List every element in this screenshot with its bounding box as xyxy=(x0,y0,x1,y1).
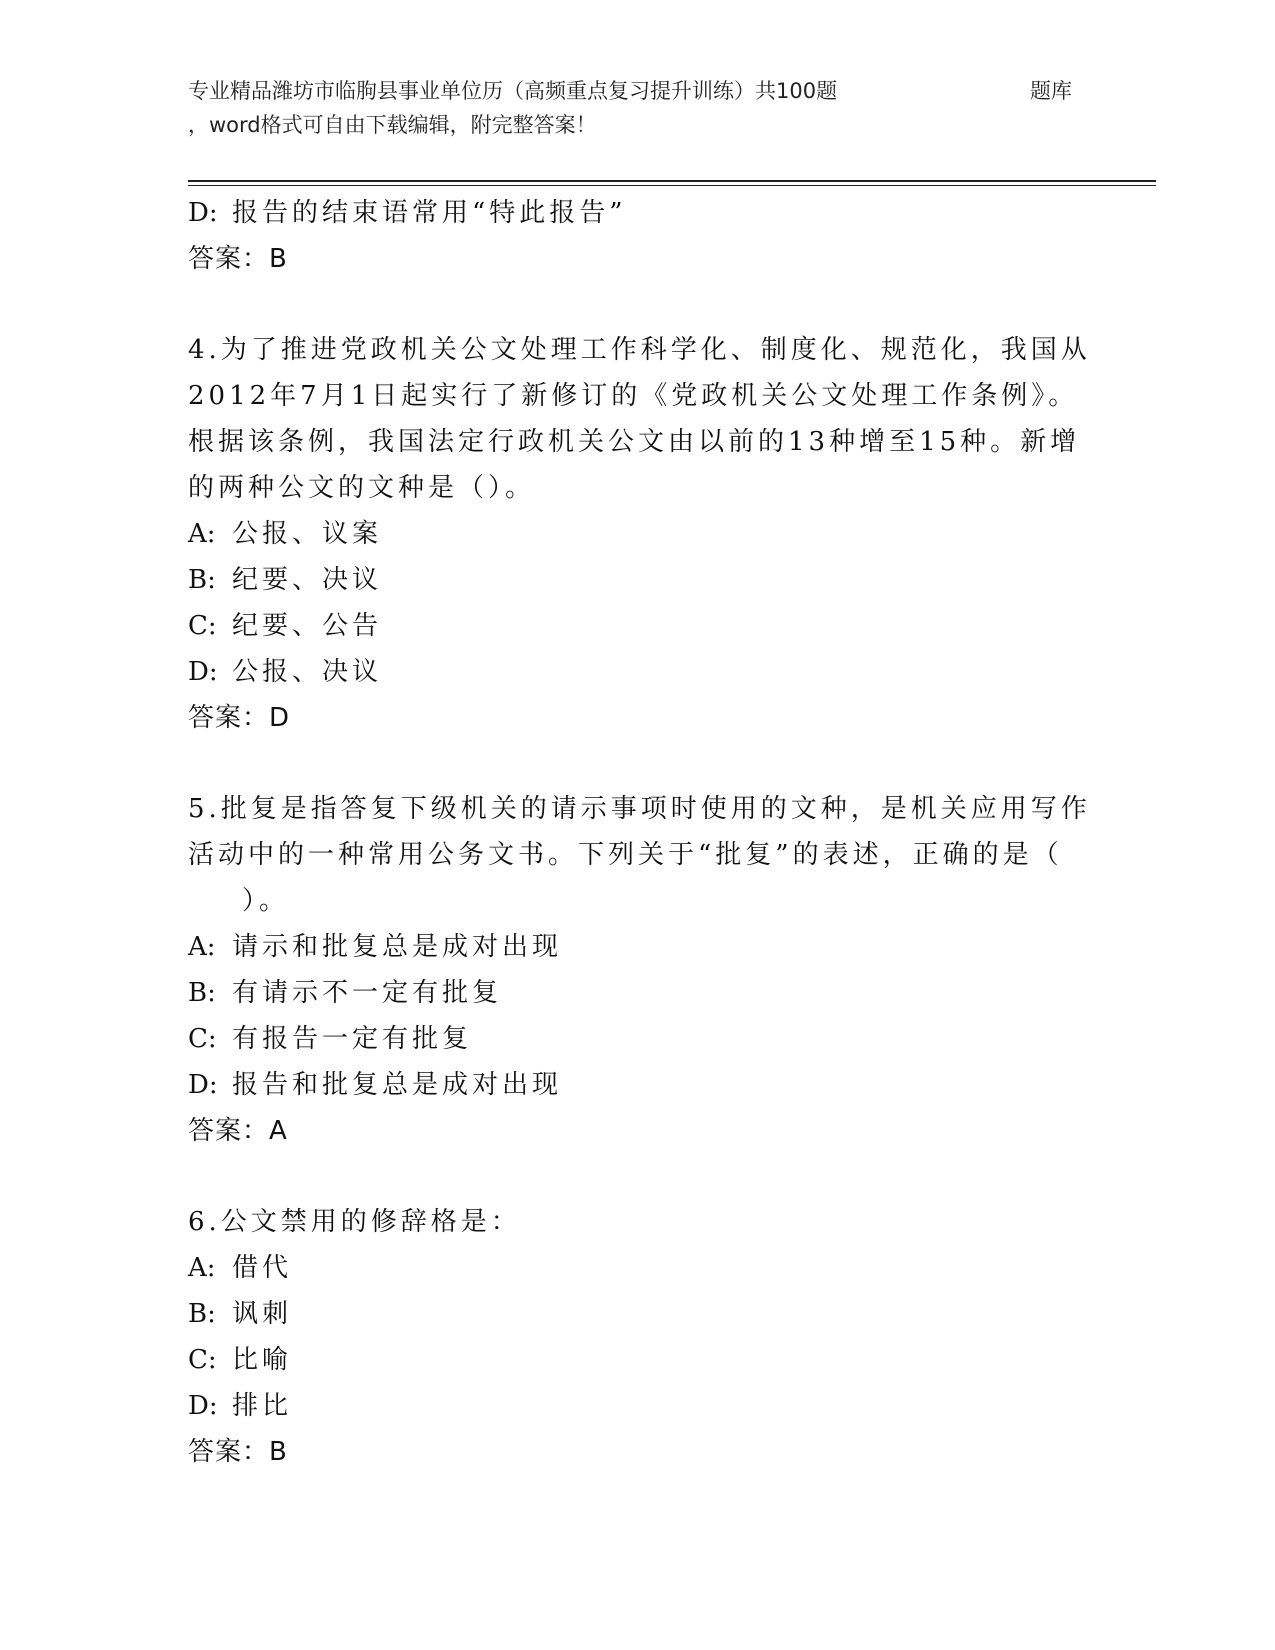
option-label: D: xyxy=(188,198,218,228)
option-a xyxy=(188,511,1088,557)
option-label: A: xyxy=(188,932,216,962)
option-text: 公报、决议 xyxy=(232,657,383,687)
question-text-line: 2012年7月1日起实行了新修订的《党政机关公文处理工作条例》。 xyxy=(188,381,1079,411)
option-text: 借代 xyxy=(232,1253,293,1283)
option-label: B: xyxy=(188,1299,216,1329)
header-title: 专业精品潍坊市临朐县事业单位历（高频重点复习提升训练）共100题 xyxy=(188,79,838,103)
header-right-label: 题库 xyxy=(1030,79,1072,103)
header-subtitle: ，word格式可自由下载编辑，附完整答案！ xyxy=(188,113,597,137)
page-header xyxy=(188,74,1088,142)
question-text-line: ）。 xyxy=(242,886,290,916)
header-rule-thin xyxy=(188,185,1156,186)
header-rule xyxy=(188,180,1156,182)
option-label: A: xyxy=(188,519,216,549)
option-text: 有请示不一定有批复 xyxy=(232,978,503,1008)
answer: 答案：D xyxy=(188,703,291,733)
option-a xyxy=(188,1245,1088,1291)
option-a xyxy=(188,924,1088,970)
option-label: D: xyxy=(188,1070,218,1100)
option-label: C: xyxy=(188,611,217,641)
question-text-line: 5.批复是指答复下级机关的请示事项时使用的文种，是机关应用写作 xyxy=(188,794,1091,824)
question-5 xyxy=(188,786,1091,1154)
option-c xyxy=(188,1016,1088,1062)
option-label: A: xyxy=(188,1253,216,1283)
option-text: 排比 xyxy=(232,1391,293,1421)
option-label: C: xyxy=(188,1024,217,1054)
option-text: 纪要、决议 xyxy=(232,565,383,595)
option-d xyxy=(188,1062,1088,1108)
question-text-line: 根据该条例，我国法定行政机关公文由以前的13种增至15种。新增 xyxy=(188,427,1081,457)
document-body xyxy=(188,190,1091,1475)
question-4 xyxy=(188,327,1091,741)
option-b xyxy=(188,557,1088,603)
question-text-line: 活动中的一种常用公务文书。下列关于“批复”的表述，正确的是（ xyxy=(188,840,1063,870)
option-text: 报告和批复总是成对出现 xyxy=(232,1070,563,1100)
answer: 答案：B xyxy=(188,244,288,274)
option-label: B: xyxy=(188,978,216,1008)
option-text: 公报、议案 xyxy=(232,519,383,549)
option-b xyxy=(188,1291,1088,1337)
option-text: 讽刺 xyxy=(232,1299,293,1329)
answer: 答案：B xyxy=(188,1437,288,1467)
option-c xyxy=(188,603,1088,649)
option-label: C: xyxy=(188,1345,217,1375)
question-text-line: 的两种公文的文种是（）。 xyxy=(188,473,536,503)
question-text-line: 6.公文禁用的修辞格是： xyxy=(188,1207,521,1237)
answer: 答案：A xyxy=(188,1116,288,1146)
option-text: 请示和批复总是成对出现 xyxy=(232,932,563,962)
option-label: D: xyxy=(188,1391,218,1421)
option-text: 纪要、公告 xyxy=(232,611,383,641)
option-text: 报告的结束语常用“特此报告” xyxy=(232,198,627,228)
option-d xyxy=(188,190,1088,236)
option-d xyxy=(188,1383,1088,1429)
option-text: 比喻 xyxy=(232,1345,293,1375)
option-label: D: xyxy=(188,657,218,687)
option-c xyxy=(188,1337,1088,1383)
option-d xyxy=(188,649,1088,695)
option-b xyxy=(188,970,1088,1016)
option-text: 有报告一定有批复 xyxy=(232,1024,473,1054)
question-6 xyxy=(188,1199,1088,1475)
question-text-line: 4.为了推进党政机关公文处理工作科学化、制度化、规范化，我国从 xyxy=(188,335,1091,365)
option-label: B: xyxy=(188,565,216,595)
